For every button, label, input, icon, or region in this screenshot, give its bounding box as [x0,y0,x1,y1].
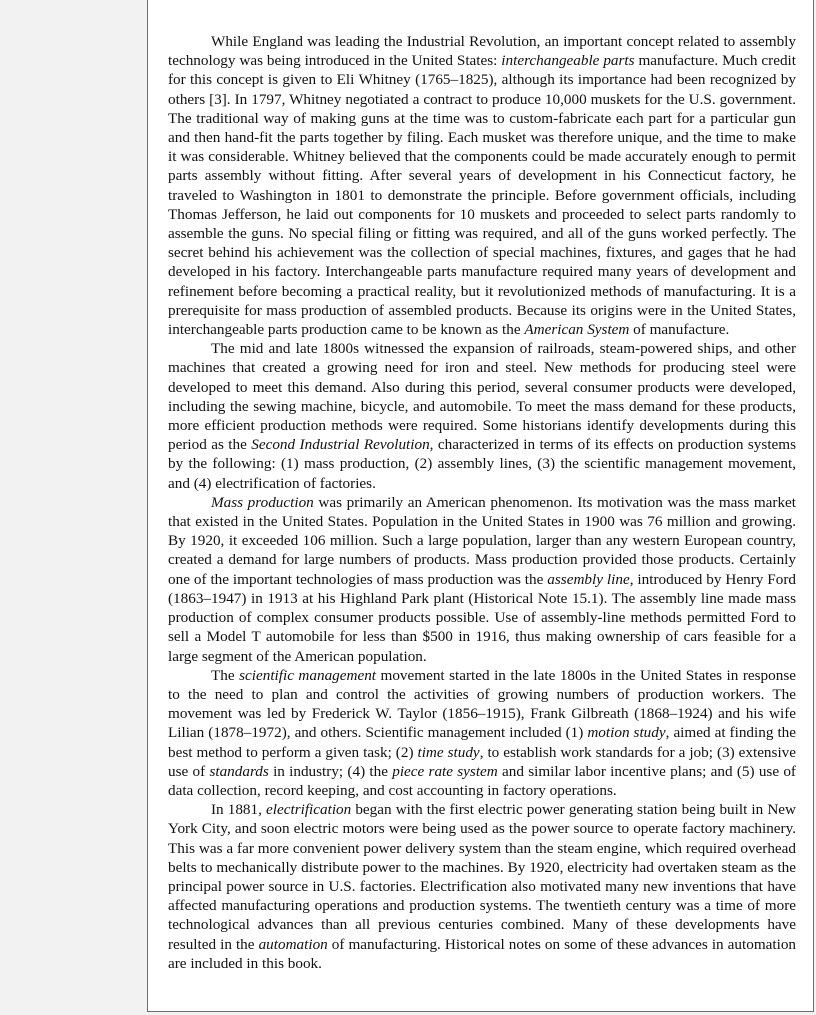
text-run: The mid and late 1800s witnessed the expansion of railroads, steam-powered ships, and other machines that created a growing need for iron and steel. New methods for producing steel were developed to meet this demand. Also during this period, several consumer products were developed, including the sewing machine, bicycle, and automobile. To meet the mass demand for these products, more efficient production methods were required. Some historians identify developments during this period as the [168,340,796,454]
text-run: While England was leading the Industrial Revolution, an important concept related to assembly technology was being introduced in the United States: [168,33,796,70]
italic-term: Second Industrial Revolution [251,436,430,454]
body-text [168,32,796,973]
paragraph-second-industrial-revolution [168,339,796,493]
paragraph-scientific-management [168,666,796,800]
text-run: , characterized in terms of its effects on production systems by the following: (1) mass production, (2) assembly lines, (3) the scientific management movement, and (4) electrification of factories. [168,436,796,492]
italic-term: American System [524,321,630,339]
italic-term: automation [258,935,328,953]
text-run: of manufacture. [629,321,730,339]
text-run: manufacture. Much credit for this concept is given to Eli Whitney (1765–1825), although its importance had been recognized by others [3]. In 1797, Whitney negotiated a contract to produce 10,000 muskets for the U.S. government. The traditional way of making guns at the time was to custom-fabricate each part for a particular gun and then hand-fit the parts together by filing. Each musket was therefore unique, and the time to make it was considerable. Whitney believed that the components could be made accurately enough to permit parts assembly without fitting. After several years of development in his Connecticut factory, he traveled to Washington in 1801 to demonstrate the principle. Before government officials, including Thomas Jefferson, he laid out components for 10 muskets and proceeded to select parts randomly to assemble the guns. No special filing or fitting was required, and all of the guns worked perfectly. The secret behind his achievement was the collection of special machines, fixtures, and gages that he had developed in his factory. Interchangeable parts manufacture required many years of development and refinement before becoming a practical reality, but it revolutionized methods of manufacturing. It is a prerequisite for mass production of assembled products. Because its origins were in the United States, interchangeable parts production came to be known as the [168,52,796,339]
italic-term: time study [417,743,480,761]
italic-term: Mass production [211,493,314,511]
italic-term: scientific management [239,666,377,684]
italic-term: interchangeable parts [501,52,635,70]
text-run: , aimed at finding the best method to perform a given task; (2) [168,724,797,761]
text-run: The [211,666,240,684]
text-run: , to establish work standards for a job; (3) extensive use of [168,743,796,780]
text-run: was primarily an American phenomenon. Its motivation was the mass market that existed in the United States. Population in the United States in 1900 was 76 million and growing. By 1920, it exceeded 106 million. Such a large population, larger than any western European country, created a demand for large numbers of products. Mass production provided those products. Certainly one of the important technologies of mass production was the [168,493,797,588]
text-run: and similar labor incentive plans; and (5) use of data collection, record keeping, and cost accounting in factory operations. [168,762,796,799]
italic-term: piece rate system [392,762,498,780]
italic-term: electrification [266,801,352,819]
text-run: in industry; (4) the [268,762,393,780]
paragraph-electrification [168,800,796,973]
italic-term: assembly line [547,570,630,588]
document-page [147,0,814,1012]
italic-term: standards [209,762,269,780]
text-run: , introduced by Henry Ford (1863–1947) in 1913 at his Highland Park plant (Historical Note 15.1). The assembly line made mass production of complex consumer products possible. Use of assembly-line methods permitted Ford to sell a Model T automobile for less than $500 in 1916, thus making ownership of cars feasible for a large segment of the American population. [168,570,797,665]
text-run: In 1881, [211,801,267,819]
text-run: of manufacturing. Historical notes on some of these advances in automation are included in this book. [168,935,797,972]
text-run: movement started in the late 1800s in the United States in response to the need to plan and control the activities of growing numbers of production workers. The movement was led by Frederick W. Taylor (1856–1915), Frank Gilbreath (1868–1924) and his wife Lilian (1878–1972), and others. Scientific management included (1) [168,666,796,742]
italic-term: motion study [587,724,666,742]
paragraph-interchangeable-parts [168,32,796,339]
text-run: began with the first electric power generating station being built in New York City, and soon electric motors were being used as the power source to operate factory machinery. This was a far more convenient power delivery system than the steam engine, which required overhead belts to mechanically distribute power to the machines. By 1920, electricity had overtaken steam as the principal power source in U.S. factories. Electrification also motivated many new inventions that have affected manufacturing operations and production systems. The twentieth century was a time of more technological advances than all previous centuries combined. Many of these developments have resulted in the [168,801,796,953]
paragraph-mass-production [168,493,796,666]
